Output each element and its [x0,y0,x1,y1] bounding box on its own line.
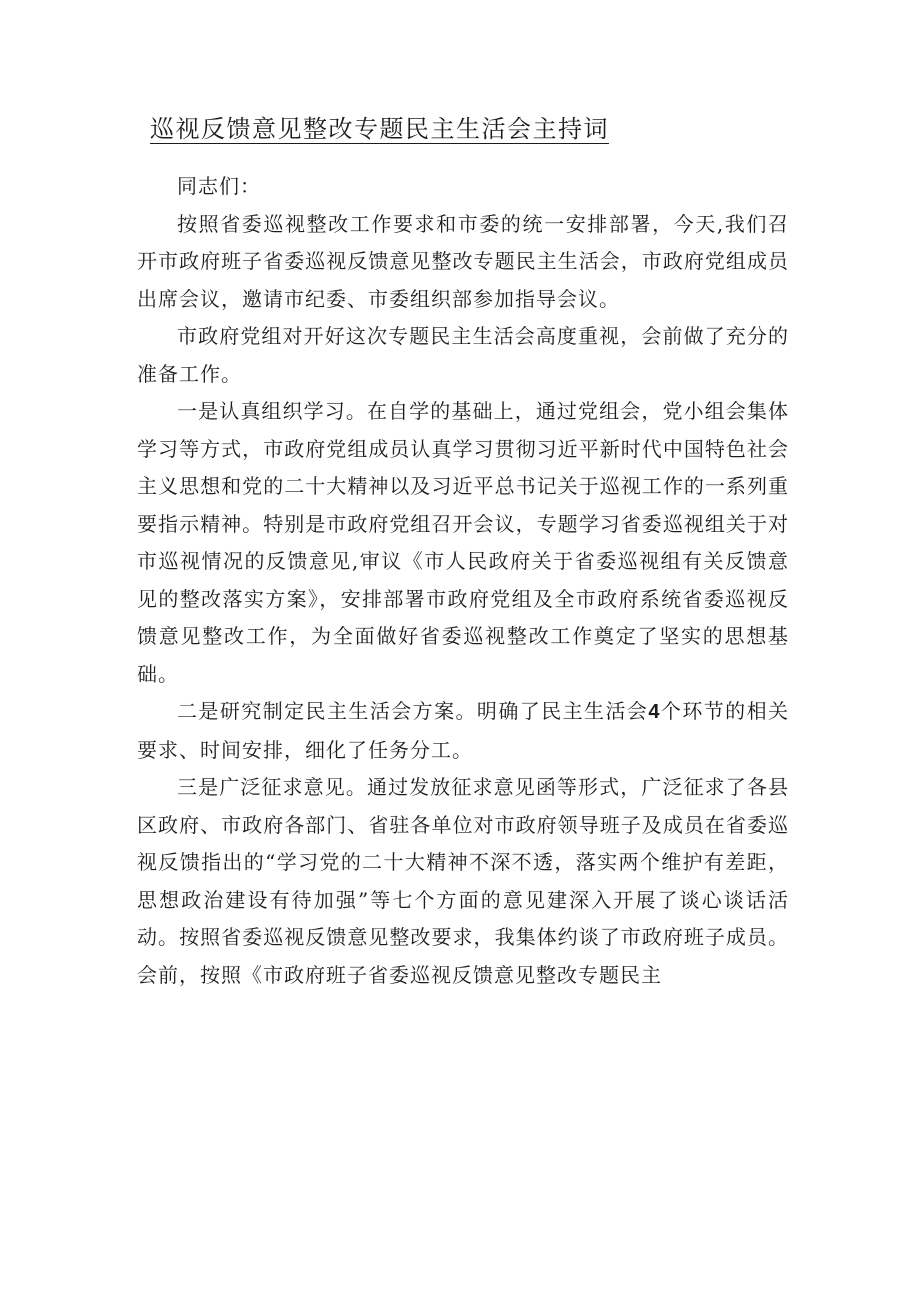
paragraph-preparation: 市政府党组对开好这次专题民主生活会高度重视，会前做了充分的准备工作。 [137,324,789,386]
plan-step-count: 4 [648,701,661,723]
paragraph-meeting-intro: 按照省委巡视整改工作要求和市委的统一安排部署，今天,我们召开市政府班子省委巡视反馈意见整改专题民主生活会，市政府党组成员出席会议，邀请市纪委、市委组织部参加指导会议。 [137,211,789,311]
salutation: 同志们： [177,174,261,198]
paragraph-opinions: 三是广泛征求意见。通过发放征求意见函等形式，广泛征求了各县区政府、市政府各部门、省驻各单位对市政府领导班子及成员在省委巡视反馈指出的“学习党的二十大精神不深不透，落实两个维护有差距，思想政治建设有待加强”等七个方面的意见建深入开展了谈心谈话活动。按照省委巡视反馈意见整改要求，我集体约谈了市政府班子成员。会前，按照《市政府班子省委巡视反馈意见整改专题民主 [137,775,789,987]
paragraph-study: 一是认真组织学习。在自学的基础上，通过党组会，党小组会集体学习等方式，市政府党组成员认真学习贯彻习近平新时代中国特色社会主义思想和党的二十大精神以及习近平总书记关于巡视工作的一系列重要指示精神。特别是市政府党组召开会议，专题学习省委巡视组关于对市巡视情况的反馈意见,审议《市人民政府关于省委巡视组有关反馈意见的整改落实方案》，安排部署市政府党组及全市政府系统省委巡视反馈意见整改工作，为全面做好省委巡视整改工作奠定了坚实的思想基础。 [137,399,789,686]
paragraph-plan [137,693,789,769]
document-title: 巡视反馈意见整改专题民主生活会主持词 [150,115,609,143]
plan-text-before: 二是研究制定民主生活会方案。明确了民主生活会 [177,699,649,723]
plan-text-after: 个环节的相关要求、时间安排，细化了任务分工。 [137,699,790,762]
document-body [137,168,789,994]
